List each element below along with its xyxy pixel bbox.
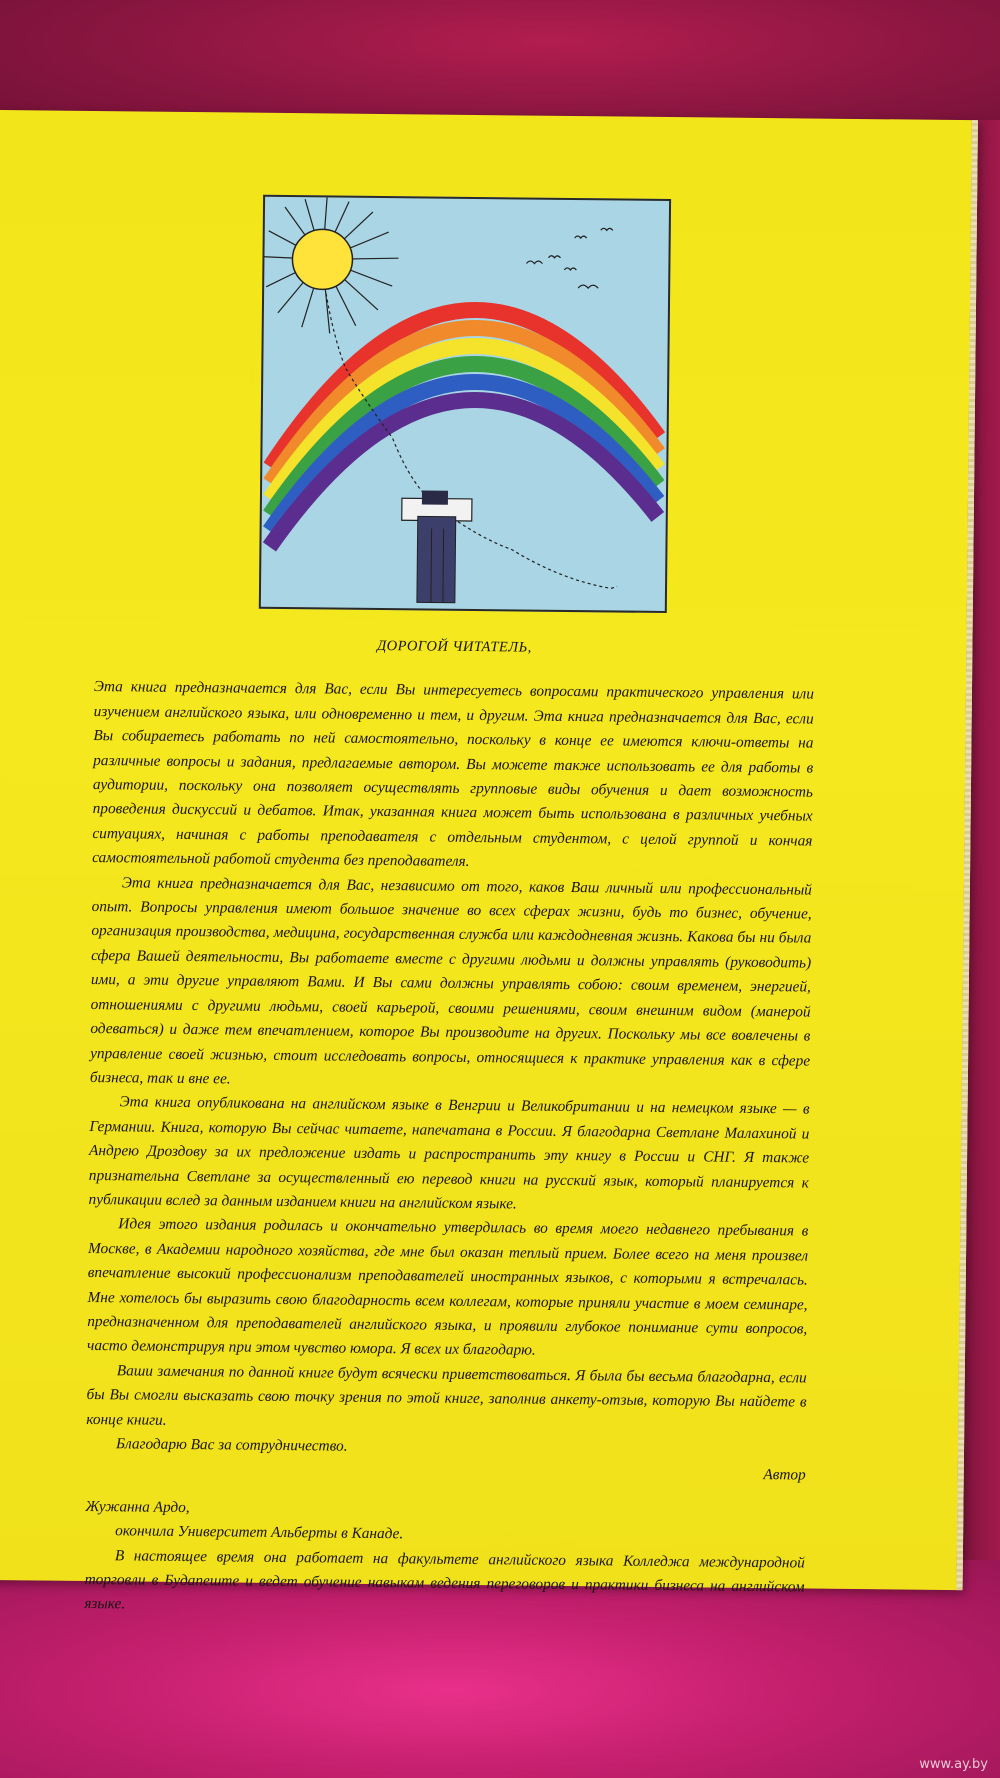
- letter-heading: ДОРОГОЙ ЧИТАТЕЛЬ,: [376, 637, 532, 656]
- paragraph: Эта книга предназначается для Вас, независимо от того, каков Ваш личный или профессиональный опыт. Вопросы управления имеют большое значение во всех сферах жизни, будь то бизнес, обучение, организация производства, медицина, государственная служба или каждодневная жизнь. Какова бы ни была сфера Вашей деятельности, Вы работаете вместе с другими людьми и должны управлять (руководить) ими, а эти другие управляют Вами. И Вы сами должны управлять собою: своим временем, энергией, отношениями с другими людьми, своей карьерой, своими решениями, своим внешним видом (манерой одеваться) и даже тем впечатлением, которое Вы производите на других. Поскольку мы все вовлечены в управление своей жизнью, стоит исследовать вопросы, относящиеся к практике управления как в сфере бизнеса, так и вне ее.: [89, 873, 812, 1088]
- author-education: окончила Университет Альберты в Канаде.: [115, 1522, 404, 1543]
- birds: [526, 228, 613, 289]
- sun-icon: [292, 229, 353, 290]
- book-cover-page: [0, 110, 978, 1613]
- rainbow-drawing: [261, 197, 669, 611]
- author-bio: В настоящее время она работает на факультете английского языка Колледжа международной торговли в Будапеште и ведет обучение навыкам ведения переговоров и практики бизнеса на английском языке.: [84, 1546, 805, 1613]
- rainbow-illustration: [259, 195, 671, 613]
- figure-holding-sign: [401, 490, 472, 603]
- paragraph: Эта книга опубликована на английском языке в Венгрии и Великобритании и на немецком языке — в Германии. Книга, которую Вы сейчас читаете, напечатана в России. Я благодарна Светлане Малахиной и Андрею Дроздову за их предложение издать и распространить эту книгу в России и СНГ. Я также признательна Светлане за осуществленный ею перевод книги на русский язык, который планируется к публикации вслед за данным изданием книги на английском языке.: [88, 1093, 810, 1213]
- letter-text: [84, 631, 814, 1624]
- paragraph: Эта книга предназначается для Вас, если Вы интересуетесь вопросами практического управления или изучением английского языка, или одновременно и тем, и другим. Эта книга предназначается для Вас, если Вы собираетесь работать по ней самостоятельно, поскольку в конце ее имеются ключи-ответы на различные вопросы и задания, предлагаемые автором. Вы можете также использовать ее для работы в аудитории, поскольку она позволяет осуществлять групповые виды обучения и дает возможность проведения дискуссий и дебатов. Итак, указанная книга может быть использована в различных учебных ситуациях, начиная с работы преподавателя с отдельным студентом, с целой группой и кончая самостоятельной работой студента без преподавателя.: [92, 678, 815, 871]
- author-name: Жужанна Ардо,: [85, 1497, 190, 1516]
- paragraph: Идея этого издания родилась и окончательно утвердилась во время моего недавнего пребывания в Москве, в Академии народного хозяйства, где мне был оказан теплый прием. Более всего на меня произвел впечатление высокий профессионализм преподавателей иностранных языков, с которыми я встречалась. Мне хотелось бы выразить свою благодарность всем коллегам, которые приняли участие в моем семинаре, предназначенном для преподавателей английского языка, и проявили глубокое понимание сути вопросов, часто демонстрируя при этом чувство юмора. Я всех их благодарю.: [86, 1215, 809, 1360]
- watermark: www.ay.by: [919, 1757, 988, 1772]
- author-signature: Автор: [763, 1466, 806, 1484]
- paragraph: Ваши замечания по данной книге будут всячески приветствоваться. Я была бы весьма благодарна, если бы Вы смогли высказать свою точку зрения по этой книге, заполнив анкету-отзыв, которую Вы найдете в конце книги.: [86, 1362, 807, 1429]
- paragraph: Благодарю Вас за сотрудничество.: [115, 1435, 348, 1455]
